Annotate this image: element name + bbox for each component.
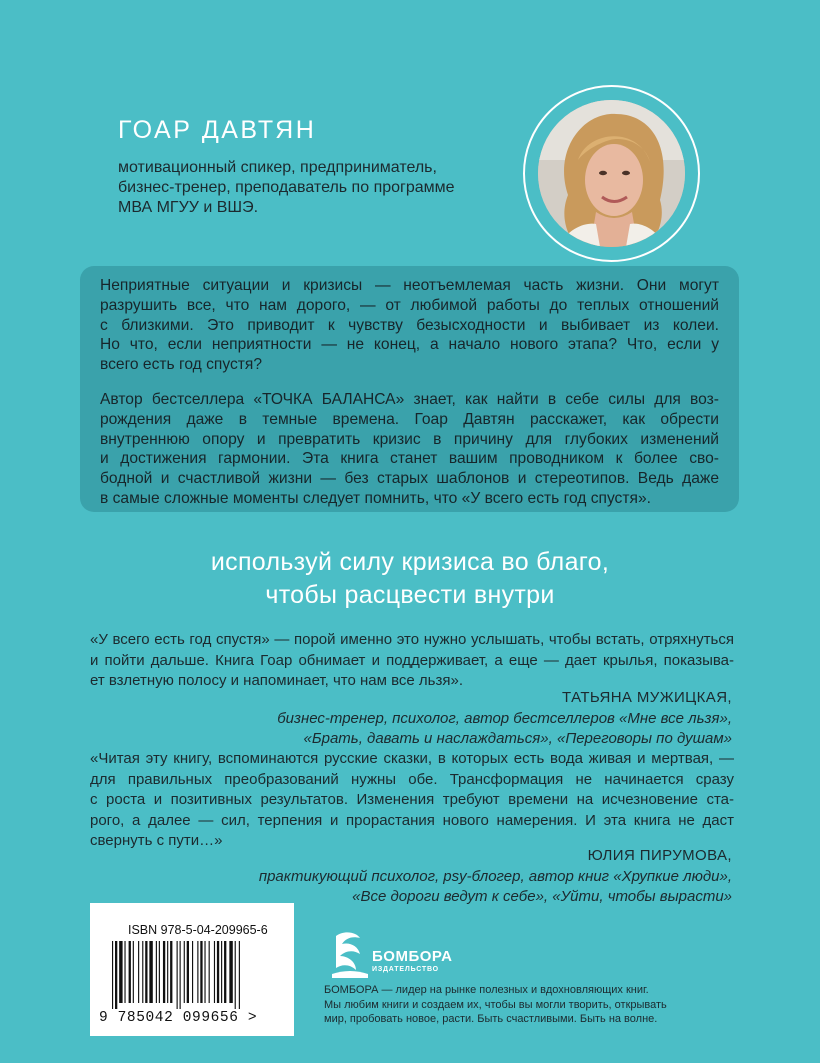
barcode-bar [209, 941, 210, 1003]
barcode-bar [124, 941, 125, 1003]
description-paragraph [100, 276, 719, 375]
bombora-logo-icon [330, 928, 370, 980]
description-line: рождения даже в темные времена. Гоар Давтян расскажет, как обрести [100, 410, 719, 428]
description-line: Автор бестселлера «ТОЧКА БАЛАНСА» знает, как найти в себе силы для воз- [100, 390, 719, 408]
description-line: бодной и счастливой жизни — без старых шаблонов и стереотипов. Ведь даже [100, 470, 719, 488]
author-bio-line: мотивационный спикер, предприниматель, [118, 159, 437, 176]
barcode-bar [180, 941, 181, 1009]
author-bio-line: бизнес-тренер, преподаватель по программе [118, 179, 455, 196]
barcode-bar [149, 941, 152, 1003]
barcode-digits: 9 785042 099656 > [99, 1010, 258, 1026]
barcode-bar [119, 941, 122, 1003]
barcode-bar [159, 941, 160, 1003]
barcode-bar [214, 941, 215, 1003]
barcode-bar [177, 941, 178, 1009]
barcode-bar [163, 941, 165, 1003]
description-line: всего есть год спустя? [100, 356, 263, 374]
quote-line: «У всего есть год спустя» — порой именно это нужно услышать, чтобы встать, отряхнуться [90, 631, 734, 648]
quote-line: свернуть с пути…» [90, 832, 223, 850]
barcode-bar [217, 941, 219, 1003]
tagline-line-1: используй силу кризиса во благо, [210, 548, 610, 576]
barcode-bar [235, 941, 236, 1009]
quote-line: и пойти дальше. Книга Гоар обнимает и поддерживает, а еще — дает крылья, показыва- [90, 651, 734, 669]
testimonial-author-name: ЮЛИЯ ПИРУМОВА, [587, 847, 732, 864]
barcode-bar [156, 941, 157, 1003]
quote-line: ет взлетную полосу и напоминает, что нам все льзя». [90, 672, 463, 690]
barcode-bar [239, 941, 240, 1009]
barcode-bar [224, 941, 226, 1003]
barcode-bar [170, 941, 172, 1003]
testimonial-attribution [259, 846, 732, 908]
barcode-box [90, 903, 294, 1036]
barcode-bars [112, 941, 274, 1009]
barcode-bar [145, 941, 147, 1003]
barcode-bar [197, 941, 198, 1003]
publisher-text [324, 983, 724, 1027]
quote-line: для правильных преобразований нужны обе. Трансформация не начинается сразу [90, 770, 734, 788]
author-bio [118, 158, 478, 218]
description-paragraph [100, 390, 719, 509]
barcode-bar [184, 941, 185, 1003]
isbn-label: ISBN 978-5-04-209965-6 [128, 923, 268, 937]
quote-line: с роста и позитивных результатов. Изменения требуют времени на исчезновение ста- [90, 791, 734, 809]
barcode-bar [138, 941, 139, 1003]
publisher-text-line: Мы любим книги и создаем их, чтобы вы могли творить, открывать [324, 998, 667, 1011]
quote-line: рого, а далее — сил, терпения и прорастания нового намерения. И эта книга не даст [90, 811, 734, 829]
barcode-bar [142, 941, 143, 1003]
barcode-bar [192, 941, 193, 1003]
author-bio-line: МВА МГУУ и ВШЭ. [118, 199, 259, 216]
author-name: ГОАР ДАВТЯН [118, 116, 317, 144]
author-portrait-illustration [538, 100, 685, 247]
testimonial-author-role: «Все дороги ведут к себе», «Уйти, чтобы вырасти» [352, 888, 732, 906]
publisher-brand: БОМБОРА [372, 948, 453, 965]
publisher-text-line: мир, пробовать новое, расти. Быть счастливыми. Быть на волне. [324, 1013, 658, 1026]
author-portrait [538, 100, 685, 247]
barcode-bar [167, 941, 168, 1003]
description-line: Но что, если неприятности — не конец, а начало нового этапа? Что, если у [100, 336, 719, 354]
description-line: разрушить все, что нам дорого, — от любимой работы до теплых отношений [100, 296, 719, 314]
barcode-bar [204, 941, 205, 1003]
publisher-text-line: БОМБОРА — лидер на рынке полезных и вдохновляющих книг. [324, 984, 649, 996]
description-line: с близкими. Это приводит к чувству безысходности и выбивает из колеи. [100, 316, 719, 334]
testimonial-author-role: практикующий психолог, psy-блогер, автор книг «Хрупкие люди», [258, 867, 732, 885]
testimonial-quote [90, 749, 734, 852]
description-line: Неприятные ситуации и кризисы — неотъемлемая часть жизни. Они могут [100, 277, 719, 294]
testimonial-quote [90, 630, 734, 692]
testimonial-author-role: бизнес-тренер, психолог, автор бестселлеров «Мне все льзя», [277, 709, 732, 727]
testimonial-author-role: «Брать, давать и наслаждаться», «Переговоры по душам» [303, 730, 732, 748]
tagline-line-2: чтобы расцвести внутри [265, 581, 555, 609]
barcode-bar [133, 941, 134, 1003]
description-panel [80, 266, 739, 512]
barcode-bar [187, 941, 189, 1003]
barcode-bar [200, 941, 202, 1003]
barcode-bar [229, 941, 232, 1003]
barcode-bar [221, 941, 222, 1003]
testimonial-attribution [277, 688, 732, 750]
description-line: внутреннюю опору и превратить кризис в причину для глубоких изменений [100, 430, 719, 448]
barcode-bar [129, 941, 131, 1003]
barcode-bar [115, 941, 117, 1009]
description-line: в самые сложные моменты следует помнить, что «У всего есть год спустя». [100, 489, 651, 507]
testimonial-author-name: ТАТЬЯНА МУЖИЦКАЯ, [562, 689, 732, 706]
quote-line: «Читая эту книгу, вспоминаются русские сказки, в которых есть вода живая и мертвая, — [90, 750, 734, 767]
publisher-brand-sub: ИЗДАТЕЛЬСТВО [372, 966, 439, 973]
description-line: и достижения гармонии. Эта книга станет вашим проводником к более сво- [100, 450, 719, 468]
barcode-bar [112, 941, 113, 1009]
